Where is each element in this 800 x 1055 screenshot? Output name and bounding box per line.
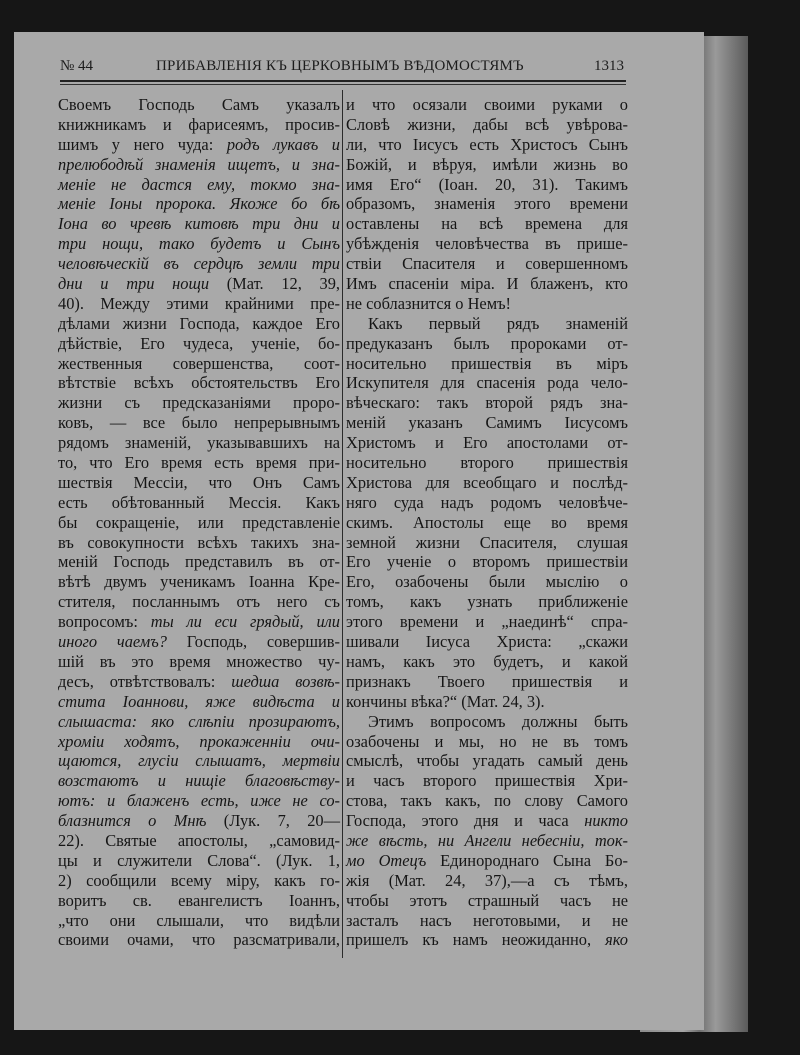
text-line	[58, 552, 340, 572]
text-line	[346, 135, 628, 155]
body-text: няго суда надъ родомъ человѣче-	[346, 492, 628, 512]
text-line	[346, 175, 628, 195]
text-line	[58, 612, 340, 632]
body-text: Искупителя для спасенія рода чело-	[346, 373, 628, 393]
text-line	[346, 930, 628, 950]
text-line	[346, 632, 628, 652]
body-text: Господа, этого дня и часа	[346, 811, 585, 831]
text-line	[346, 314, 628, 334]
text-line	[58, 851, 340, 871]
text-line	[346, 871, 628, 891]
text-line	[346, 891, 628, 911]
text-line	[58, 791, 340, 811]
body-text: стова, такъ какъ, по слову Самого	[346, 791, 628, 811]
body-text: вѣтѣ двумъ ученикамъ Іоанна Кре-	[58, 572, 340, 592]
text-line	[346, 493, 628, 513]
body-text: убѣжденія человѣчества въ прише-	[346, 234, 628, 254]
text-line	[58, 831, 340, 851]
body-text: смыслѣ, чтобы угадать самый день	[346, 751, 628, 771]
body-text: меній указанъ Самимъ Іисусомъ	[346, 413, 628, 433]
text-line	[346, 274, 628, 294]
text-line	[58, 533, 340, 553]
italic-quote-text: же вѣсть, ни Ангели небесніи, ток-	[346, 830, 628, 850]
text-line	[58, 155, 340, 175]
text-line	[346, 115, 628, 135]
text-line	[58, 732, 340, 752]
text-line	[58, 254, 340, 274]
body-text: оставлены на всѣ времена для	[346, 214, 628, 234]
left-column	[58, 95, 340, 950]
body-text: Господь, совершив-	[186, 632, 340, 652]
body-text: жественныя совершенства, соот-	[58, 353, 340, 373]
text-line	[346, 433, 628, 453]
text-line	[346, 771, 628, 791]
text-line	[58, 712, 340, 732]
body-text: шимъ у него чуда:	[58, 134, 227, 154]
body-text: шествія Мессіи, что Онъ Самъ	[58, 472, 340, 492]
body-text: есть обѣтованный Мессія. Какъ	[58, 492, 340, 512]
text-line	[58, 871, 340, 891]
column-divider	[342, 90, 343, 958]
text-line	[58, 274, 340, 294]
body-text: не соблазнится о Немъ!	[346, 293, 512, 313]
text-line	[58, 393, 340, 413]
body-text: бы сокращеніе, или представленіе	[58, 512, 340, 532]
text-line	[58, 334, 340, 354]
text-line	[58, 294, 340, 314]
italic-quote-text: мо Отецъ	[346, 850, 441, 870]
text-line	[346, 811, 628, 831]
text-line	[346, 592, 628, 612]
body-text: 22). Святые апостолы, „самовид-	[58, 830, 340, 850]
text-line	[58, 652, 340, 672]
text-line	[346, 552, 628, 572]
body-text: дѣлами жизни Господа, каждое Его	[58, 313, 340, 333]
text-line	[58, 453, 340, 473]
body-text: имя Его“ (Іоан. 20, 31). Такимъ	[346, 174, 628, 194]
body-text: Словѣ жизни, дабы всѣ увѣрова-	[346, 114, 628, 134]
body-text: то, что Его время есть время при-	[58, 453, 340, 473]
italic-quote-text: слышаста: яко слѣпіи прозираютъ,	[58, 711, 340, 731]
body-text: Единороднаго Сына Бо-	[440, 850, 628, 870]
text-line	[346, 254, 628, 274]
body-text: ли, что Іисусъ есть Христосъ Сынъ	[346, 134, 628, 154]
body-text: томъ, какъ узнать приближеніе	[346, 592, 628, 612]
text-line	[58, 473, 340, 493]
text-line	[58, 95, 340, 115]
text-line	[58, 930, 340, 950]
text-line	[58, 314, 340, 334]
body-text: въ совокупности всѣхъ такихъ зна-	[58, 532, 340, 552]
body-text: озабочены и мы, но не въ томъ	[346, 731, 628, 751]
page-number: 1313	[594, 58, 624, 74]
body-text: Его ученіе о второмъ пришествіи	[346, 552, 628, 572]
text-line	[346, 334, 628, 354]
body-text: Какъ первый рядъ знаменій	[368, 313, 628, 333]
body-text: Божій, и вѣруя, имѣли жизнь во	[346, 154, 628, 174]
text-line	[346, 155, 628, 175]
italic-quote-text: три нощи, тако будетъ и Сынъ	[58, 234, 340, 254]
text-line	[346, 751, 628, 771]
body-text: пришелъ къ намъ неожиданно,	[346, 930, 606, 950]
italic-quote-text: никто	[584, 811, 628, 831]
italic-quote-text: шедша возвѣ-	[231, 671, 340, 691]
body-text: Своемъ Господь Самъ указалъ	[58, 95, 340, 114]
text-line	[58, 413, 340, 433]
italic-quote-text: стита Іоаннови, яже видѣста и	[58, 691, 340, 711]
body-text: Христова для всеобщаго и послѣд-	[346, 472, 628, 492]
text-line	[58, 692, 340, 712]
body-text: образомъ, знаменія этого времени	[346, 194, 628, 214]
body-text: меній Господь представилъ въ от-	[58, 552, 340, 572]
body-text: 2) сообщили всему міру, какъ го-	[58, 870, 340, 890]
body-text: земной жизни Спасителя, слушая	[346, 532, 628, 552]
body-text: своими очами, что разсматривали,	[58, 930, 340, 950]
body-text: и часъ второго пришествія Хри-	[346, 771, 628, 791]
text-line	[346, 373, 628, 393]
body-text: этого времени и „наединѣ“ спра-	[346, 612, 628, 632]
body-text: стителя, посланнымъ отъ него съ	[58, 592, 340, 612]
body-text: „что они слышали, что видѣли	[58, 910, 340, 930]
text-line	[346, 413, 628, 433]
body-text: шивали Іисуса Христа: „скажи	[346, 632, 628, 652]
text-line	[346, 732, 628, 752]
issue-number: № 44	[60, 58, 94, 74]
italic-quote-text: меніе не дастся ему, токмо зна-	[58, 174, 340, 194]
text-line	[346, 473, 628, 493]
text-line	[346, 851, 628, 871]
text-line	[346, 453, 628, 473]
text-line	[58, 135, 340, 155]
text-line	[346, 533, 628, 553]
text-line	[58, 194, 340, 214]
text-line	[58, 115, 340, 135]
body-text: (Лук. 7, 20—	[223, 811, 340, 831]
text-line	[58, 354, 340, 374]
body-text: носительно второго пришествія	[346, 453, 628, 473]
text-line	[346, 572, 628, 592]
text-line	[346, 672, 628, 692]
italic-quote-text: ютъ: и блаженъ есть, иже не со-	[58, 791, 340, 811]
text-line	[346, 393, 628, 413]
text-line	[346, 612, 628, 632]
text-line	[346, 354, 628, 374]
body-text: чтобы этотъ страшный часъ не	[346, 890, 628, 910]
italic-quote-text: меніе Іоны пророка. Якоже бо бѣ	[58, 194, 340, 214]
text-line	[346, 294, 628, 314]
text-line	[58, 891, 340, 911]
italic-quote-text: яко	[605, 930, 628, 950]
body-text: цы и служители Слова“. (Лук. 1,	[58, 850, 340, 870]
body-text: книжникамъ и фарисеямъ, просив-	[58, 114, 340, 134]
text-line	[58, 433, 340, 453]
body-text: Имъ спасеніи міра. И блаженъ, кто	[346, 274, 628, 294]
body-text: намъ, какъ это будетъ, и какой	[346, 651, 628, 671]
text-line	[58, 493, 340, 513]
italic-quote-text: прелюбодѣй знаменія ищетъ, и зна-	[58, 154, 340, 174]
italic-quote-text: родъ лукавъ и	[226, 134, 340, 154]
body-text: предуказанъ былъ пророками от-	[346, 333, 628, 353]
italic-quote-text: иного чаемъ?	[58, 632, 187, 652]
text-line	[346, 194, 628, 214]
text-line	[346, 791, 628, 811]
body-text: воритъ св. евангелистъ Іоаннъ,	[58, 890, 340, 910]
italic-quote-text: дни и три нощи	[58, 274, 227, 294]
italic-quote-text: блазнится о Мнѣ	[58, 811, 224, 831]
body-text: рядомъ знаменій, указывавшихъ на	[58, 433, 340, 453]
italic-quote-text: ты ли еси грядый, или	[150, 612, 340, 632]
text-line	[346, 692, 628, 712]
body-text: дѣйствіе, Его чудеса, ученіе, бо-	[58, 333, 340, 353]
body-text: Этимъ вопросомъ должны быть	[368, 711, 628, 731]
text-line	[58, 373, 340, 393]
text-line	[346, 712, 628, 732]
body-text: 40). Между этими крайними пре-	[58, 293, 340, 313]
body-text: Его, озабочены были мыслію о	[346, 572, 628, 592]
header-rule-thin	[60, 84, 626, 85]
text-line	[346, 911, 628, 931]
body-text: ковъ, — все было непрерывнымъ	[58, 413, 340, 433]
body-text: ствіи Спасителя и совершенномъ	[346, 254, 628, 274]
body-text: вопросомъ:	[58, 612, 151, 632]
right-column	[346, 95, 628, 950]
text-line	[58, 911, 340, 931]
italic-quote-text: щаются, глусіи слышатъ, мертвіи	[58, 751, 340, 771]
body-text: кончины вѣка?“ (Мат. 24, 3).	[346, 691, 545, 711]
text-line	[58, 214, 340, 234]
text-line	[58, 632, 340, 652]
body-text: и что осязали своими руками о	[346, 95, 628, 114]
text-line	[58, 513, 340, 533]
text-line	[346, 95, 628, 115]
body-text: вѣческаго: такъ второй рядъ зна-	[346, 393, 628, 413]
body-text: жія (Мат. 24, 37),—а съ тѣмъ,	[346, 870, 628, 890]
body-text: (Мат. 12, 39,	[226, 274, 340, 294]
text-line	[58, 234, 340, 254]
italic-quote-text: Іона во чревѣ китовѣ три дни и	[58, 214, 340, 234]
body-text: десъ, отвѣтствовалъ:	[58, 671, 232, 691]
italic-quote-text: человѣческій въ сердцѣ земли три	[58, 254, 340, 274]
body-text: жизни съ предсказаніями проро-	[58, 393, 340, 413]
body-text: носительно пришествія въ міръ	[346, 353, 628, 373]
italic-quote-text: хроміи ходятъ, прокаженніи очи-	[58, 731, 340, 751]
body-text: признакъ Твоего пришествія и	[346, 671, 628, 691]
journal-title: ПРИБАВЛЕНІЯ КЪ ЦЕРКОВНЫМЪ ВѢДОМОСТЯМЪ	[156, 58, 524, 74]
text-line	[346, 513, 628, 533]
body-text: вѣтствіе всѣхъ обстоятельствъ Его	[58, 373, 340, 393]
text-line	[58, 771, 340, 791]
text-line	[58, 811, 340, 831]
text-line	[346, 831, 628, 851]
body-text: засталъ насъ неготовыми, и не	[346, 910, 628, 930]
text-line	[346, 652, 628, 672]
text-line	[346, 234, 628, 254]
text-line	[58, 592, 340, 612]
text-line	[58, 672, 340, 692]
body-text: шій въ это время множество чу-	[58, 651, 340, 671]
running-header	[60, 58, 624, 78]
text-line	[346, 214, 628, 234]
body-text: скимъ. Апостолы еще во время	[346, 512, 628, 532]
body-text: Христомъ и Его апостолами от-	[346, 433, 628, 453]
text-line	[58, 175, 340, 195]
text-line	[58, 751, 340, 771]
text-line	[58, 572, 340, 592]
italic-quote-text: возстаютъ и нищіе благовѣству-	[58, 771, 340, 791]
header-rule	[60, 80, 626, 82]
